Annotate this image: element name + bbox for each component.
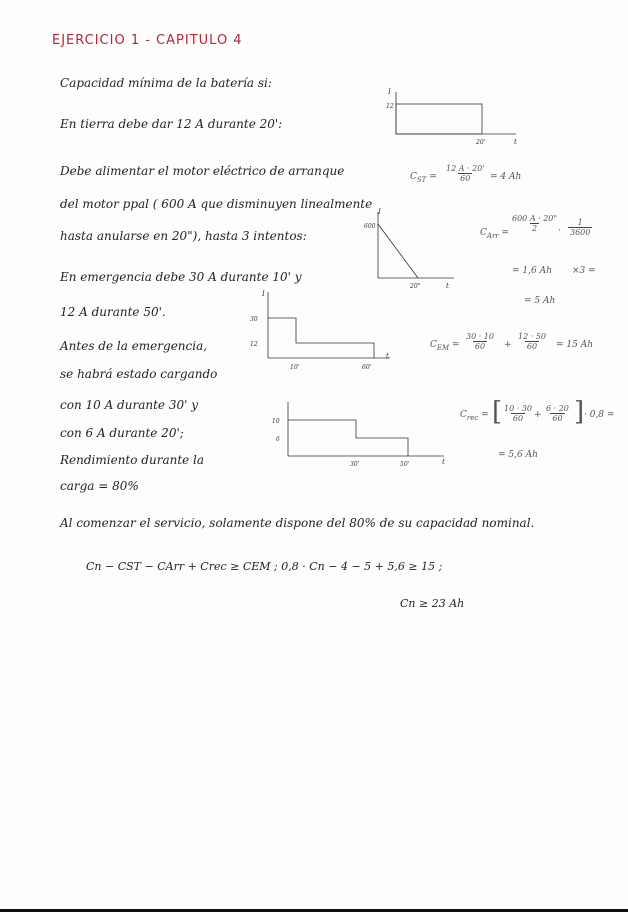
calc-em-fraction-1: $\frac{30 \cdot 10}{60}$: [466, 332, 494, 351]
calc-arr-times: ·: [558, 226, 561, 236]
calc-st-result: = 4 Ah: [490, 172, 522, 182]
calc-rec-fraction-2: $\frac{6 \cdot 20}{60}$: [546, 404, 569, 423]
graph1-x-axis: t: [514, 138, 517, 146]
final-equation: Cn − CST − CArr + Crec ≥ CEM ; 0,8 · Cn − 4 − 5 + 5,6 ≥ 15 ;: [86, 560, 443, 573]
calc-em-fraction-2: $\frac{12 \cdot 50}{60}$: [518, 332, 546, 351]
graph2-y-tick: 600: [364, 223, 376, 230]
graph-charging: [268, 398, 454, 470]
graph-ground-load: [386, 86, 526, 152]
calc-rec-label: $C_{rec}$ =: [460, 410, 489, 422]
text-line-12: Rendimiento durante la: [60, 453, 205, 467]
calc-rec-bracket-close: ]: [574, 397, 585, 427]
graph4-y-tick-10: 10: [272, 418, 280, 425]
calc-em-result: = 15 Ah: [556, 340, 594, 350]
text-line-10: con 10 A durante 30' y: [60, 398, 198, 412]
graph2-y-axis: I: [378, 208, 381, 216]
calc-rec-result: = 5,6 Ah: [498, 450, 538, 460]
text-line-4: del motor ppal ( 600 A que disminuyen linealmente: [60, 197, 373, 211]
text-line-8: Antes de la emergencia,: [60, 339, 208, 353]
calc-rec-fraction-1: $\frac{10 \cdot 30}{60}$: [504, 404, 532, 423]
calc-st-label: $C_{ST}$ =: [410, 172, 437, 184]
calc-arr-result-1: = 1,6 Ah: [512, 266, 552, 276]
graph4-x-axis: t: [442, 458, 445, 466]
calc-arr-fraction-1: $\frac{600 A \cdot 20"}{2}$: [512, 214, 558, 233]
calc-em-label: $C_{EM}$ =: [430, 340, 460, 352]
calc-arr-result-2: = 5 Ah: [524, 296, 556, 306]
text-line-11: con 6 A durante 20';: [60, 426, 184, 440]
graph1-y-axis: I: [388, 88, 391, 96]
calc-arr-label: $C_{Arr}$ =: [480, 228, 510, 240]
text-line-5: hasta anularse en 20"), hasta 3 intentos:: [60, 229, 307, 243]
text-line-13: carga = 80%: [60, 479, 139, 493]
text-line-2: En tierra debe dar 12 A durante 20':: [60, 117, 283, 131]
graph1-y-tick: 12: [386, 103, 394, 110]
text-line-3: Debe alimentar el motor eléctrico de arranque: [60, 164, 345, 178]
text-line-7: 12 A durante 50'.: [60, 305, 166, 319]
graph3-x-tick-60: 60': [362, 364, 372, 371]
graph-emergency-load: [248, 288, 398, 372]
graph4-x-tick-50: 50': [400, 461, 410, 468]
calc-rec-plus: +: [534, 410, 542, 420]
calc-arr-fraction-2: $\frac{1}{3600}$: [570, 218, 591, 237]
calc-st-fraction: $\frac{12 A \cdot 20'}{60}$: [446, 164, 485, 183]
final-result: Cn ≥ 23 Ah: [400, 597, 465, 610]
graph-starter-load: [364, 208, 464, 292]
graph3-x-tick-10: 10': [290, 364, 300, 371]
calc-rec-bracket-open: [: [492, 397, 503, 427]
graph4-x-tick-30: 30': [350, 461, 360, 468]
text-line-1: Capacidad mínima de la batería si:: [60, 76, 272, 90]
graph2-x-axis: t: [446, 282, 449, 290]
graph4-y-tick-6: 6: [276, 436, 280, 443]
graph3-x-axis: t: [386, 352, 389, 360]
calc-em-plus: +: [504, 340, 512, 350]
graph1-x-tick: 20': [476, 139, 486, 146]
graph3-y-tick-12: 12: [250, 341, 258, 348]
calc-rec-multiplier: · 0,8 =: [584, 410, 615, 420]
text-line-14: Al comenzar el servicio, solamente dispone del 80% de su capacidad nominal.: [60, 516, 535, 530]
page-title: EJERCICIO 1 - CAPITULO 4: [52, 33, 243, 48]
graph3-y-tick-30: 30: [250, 316, 258, 323]
text-line-6: En emergencia debe 30 A durante 10' y: [60, 270, 302, 284]
calc-arr-multiplier: ×3 =: [572, 266, 596, 276]
text-line-9: se habrá estado cargando: [60, 367, 218, 381]
graph3-y-axis: I: [262, 290, 265, 298]
graph2-x-tick: 20": [410, 283, 421, 290]
